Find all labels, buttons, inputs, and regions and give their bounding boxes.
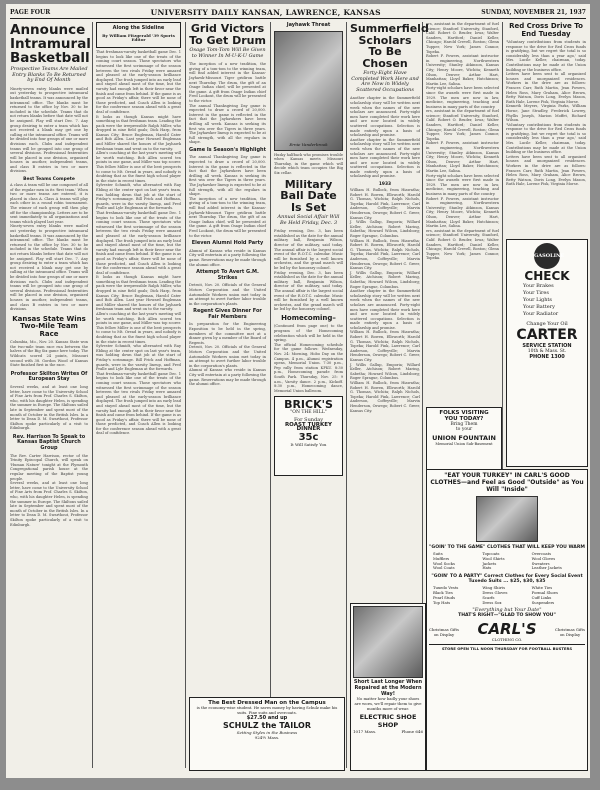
column-rule — [270, 22, 271, 768]
clothing-item: Wool Coats — [433, 565, 455, 571]
bricks-note: It Will Satisfy You — [290, 441, 327, 447]
article-body: Forty-eight scholars have been selected since the awards were first made in 1929. The men are now in law, medicine, engineering, teaching and business in many parts of the country. — [426, 173, 499, 196]
article-body: The inception of a new tradition, the giving of a tom-tom to the winning team, will find added interest in the Kansas-Jayhawk-Missouri Tiger gridiron battle next Thursday. The drum, the gift of an Osage Indian chief, will be presented at the game. A gift from Osage Indian chief Fred Lookout, the drum will be presented to the victor. — [189, 62, 266, 103]
schulz-name: SCHULZ the TAILOR — [222, 721, 311, 731]
check-item: Your Tires — [523, 290, 549, 296]
bricks-ad — [274, 396, 343, 476]
shoe-name: ELECTRIC SHOE SHOP — [359, 713, 417, 730]
shoe-title: Short Last Longer When Repaired at the Modern Way! — [353, 679, 423, 697]
carls-bottom-note: STORE OPEN TILL NOON THURSDAY FOR FOOTBALL BUSTERS — [429, 644, 585, 651]
homecoming-schedule: The official Homecoming schedule for the game follows: Wednesday, Nov. 24: Morning, Hobo Day on the Campus. 4 p.m., Alumni registration opens, Memorial Union. 7:30 p.m., Pep rally from station KFKU. 8:30 p.m., Homecoming parade from South Park. Thursday, Nov. 25: 9 a.m., Varsity dance. 2 p.m., Kickoff. 8:30 p.m., Homecoming dance, Memorial Union ballroom. — [274, 342, 343, 393]
headline-homecoming: Homecoming– — [281, 313, 336, 322]
clothing-item: Topcoats — [482, 551, 500, 556]
article-body: J. Willis Gallup, Emporia; Willard Keller, Atchison; Robert Maring, Sabetha; Howard Wilcox, Lindsborg; Roger Sprague, Columbus. — [350, 362, 420, 381]
article-body: Kenneth Meyers, Virginia Parks, William Horne, Jane Stradley, Frederick Lowrey, Phyllis Joseph, Marion Moffet, Richard Wilson. — [506, 104, 586, 123]
article-body: A class A team will be one composed of all of the regular men in its 'first team.' When two or more teams are entered, it is placed in class A. Class A teams will play each other in a round robin tournament. The winner of each group will then play off for the championship. Letters are to be sent immediately to all organizations and teams which played last year. — [10, 183, 88, 224]
schulz-body: is the economy-wise student. He saves money by having Schulz make his suits. Fine suits and overcoats. — [196, 705, 338, 715]
article-body: Another chapter in the Summerfield scholarship story will be written next week when the names of the new scholars are announced. Forty-eight men have completed their work here and are now located in widely scattered occupations. Selection is made entirely upon a basis of scholarship and promise. — [350, 137, 420, 179]
article-body: Detroit, Nov. 20. Officials of the General Motors Corporation and the United Automobile Workers union met today in an attempt to avert further labor trouble in the corporation's plants. — [189, 283, 266, 306]
carls-logo-row — [429, 621, 585, 642]
headline-skilton: Professor Skilton Writes Of European Stay — [10, 370, 88, 383]
article-body: Forty-eight scholars have been selected since the awards were first made in 1929. The men are now in law, medicine, engineering, teaching and business in many parts of the country. — [426, 86, 499, 109]
photo-caption-body: Husky halfback who promises trouble when Kansas meets Missouri Thursday, in the game which will decide which team occupies the Big Six cellar. — [274, 152, 343, 175]
schulz-price: $27.50 and up — [246, 715, 288, 722]
article-body: Sylvester Schmidt, who alternated with Ray Ebling at the center spot on last year's team, was holding down that job at the start of Friday's scrimmage. Bill Frick and Hoffman, guards, were in the varsity lineup, and Fred Pralle and Lyle Engleman at the forwards. — [96, 344, 181, 372]
article-body: Detroit, Nov. 20. Officials of the General Motors Corporation and the United Automobile Workers union met today in an attempt to avert further labor trouble in the corporation's plants. — [189, 345, 266, 368]
headline-grid-victors: Grid Victors To Get Drum — [189, 22, 266, 47]
article-body: The annual Thanksgiving Day game is expected to draw a crowd of 20,000. Interest in the game is reflected in the fact that the Jayhawkers have been drilling all week. Kansas is seeking its first win over the Tigers in three years. The Jayhawker lineup is expected to be at full strength, with all the regulars in shape. — [189, 103, 266, 145]
carter-name: CARTER — [516, 327, 578, 343]
column-3 — [189, 22, 266, 772]
carls-section1: "GOIN' TO THE GAME" CLOTHES THAT WILL KEEP YOU WARM — [429, 545, 585, 550]
tuxedo-prices: Tuxedo Suits ... $25, $30, $35 — [468, 579, 546, 585]
column-6 — [426, 22, 499, 414]
article-body: 'Voluntary contributions from students in response to the drive for Red Cross funds is gratifying, but we regret the total is so considerably less than a year ago,' said Mrs. Lucile Keller, chairman, today. Contributions may be made at the Union building or the business office. — [506, 122, 586, 155]
clothing-item: Wool Gloves — [531, 555, 556, 561]
carter-phone: PHONE 1300 — [529, 354, 565, 360]
deck-summerfield: Forty-Eight Have Completed Work Here and Are Now in Widely Scattered Occupations — [351, 70, 419, 93]
article-body: Robert F. Powers, assistant instructor in engineering, Northwestern University; Stanley Atkinson, Kansas City; Henry Moore, Wichita; Kenneth Olson, Denver; Arthur Hart, Manhattan; Lloyd Baker, Hutchinson; Martin Lee, Salina. — [426, 141, 499, 173]
bricks-price: 35c — [298, 431, 319, 443]
article-body: Robert F. Powers, assistant instructor in engineering, Northwestern University; Stanley Atkinson, Kansas City; Henry Moore, Wichita; Kenneth Olson, Denver; Arthur Hart, Manhattan; Lloyd Baker, Hutchinson; Martin Lee, Salina. — [426, 196, 499, 229]
formal-item: Formal Shoes — [531, 589, 558, 595]
carter-address: 10th & Mass. St. — [527, 349, 567, 354]
clothing-item: Hats — [482, 565, 492, 571]
article-body: Allen's coaching at the last year's meeting will be worth watching. Bob Allen scored ten points in one game, and Miller was top scorer. This fellow Miller is one of the best prospects to come to Mt. Oread in years, and nobody is doubting that as the finest high school player in the state in recent times. — [96, 151, 181, 183]
formal-item: Dress Gloves — [482, 589, 508, 595]
turkey-illustration — [476, 496, 538, 542]
headline-regent-dinner: Regent Gives Dinner For Fair Members — [193, 308, 262, 320]
column-rule — [185, 22, 186, 768]
column-rule — [92, 22, 93, 768]
union-fountain-ad — [426, 407, 502, 471]
carls-logo-text: CARL'S — [477, 620, 537, 639]
page-number: PAGE FOUR — [10, 8, 51, 16]
carter-cta: Change Your Oil — [526, 321, 568, 327]
headline-harrison: Rev. Harrison To Speak to Kansas Baptist Church Group — [12, 433, 86, 452]
column-rule — [346, 22, 347, 768]
schulz-address: 924½ Mass. — [254, 735, 280, 741]
check-item: Your Lights — [523, 297, 552, 303]
formal-item: Black Ties — [433, 589, 453, 595]
column-7 — [506, 22, 586, 240]
article-body: (Continued from page one) to the program of the Homecoming celebration which will be held in the spring. — [274, 324, 343, 343]
formal-item: Dress Sox — [482, 599, 502, 605]
sideline-box — [96, 22, 181, 48]
article-body: William H. Bullock, from Hiawatha; Robert H. Bowen, Ellsworth; Harold G. Thomas, Wichita; Ralph Nichols, Topeka; Harold Fink, Lawrence; Carl Anderson, Coffeyville; Marvin Henderson, Oswego; Robert C. Greer, Kansas City. — [350, 330, 420, 363]
article-body: William H. Bullock, from Hiawatha; Robert H. Bowen, Ellsworth; Harold G. Thomas, Wichita; Ralph Nichols, Topeka; Harold Fink, Lawrence; Carl Anderson, Coffeyville; Marvin Henderson, Oswego; Robert C. Greer, Kansas City. — [350, 381, 420, 413]
article-body: That freshman-varsity basketball game Dec. 1 begins to look like one of the treats of the coming court season. Those spectators who witnessed the first scrimmage of the season between the two rivals Friday were amazed and pleased at the early-season brilliance displayed. The frosh jumped into an early lead and stayed ahead most of the time, but the varsity had enough left in their favor near the finish and came from behind. If the game is as good as Friday's affair, there will be none of those predicted, and Coach Allen is looking for the conference season ahead with a great deal of confidence. — [96, 50, 181, 114]
photo-caption: Ernie Vanderbrook — [289, 142, 328, 147]
carls-logo-sub: CLOTHING CO. — [491, 637, 523, 643]
carls-headline: "EAT YOUR TURKEY" IN CARL'S GOOD CLOTHES—and Feel as Good "Outside" as You Will "Inside" — [430, 472, 584, 493]
football-player-photo — [274, 31, 343, 151]
fountain-address: Memorial Union Sub-Basement — [435, 442, 493, 446]
article-body: That freshman-varsity basketball game Dec. 1 begins to look like one of the treats of the coming court season. Those spectators who witnessed the first scrimmage of the season between the two rivals Friday were amazed and pleased at the early-season brilliance displayed. The frosh jumped into an early lead and stayed ahead most of the time, but the varsity had enough left in their favor near the finish and came from behind. If the game is as good as Friday's affair, there will be none of those predicted, and Coach Allen is looking for the conference season ahead with a great deal of confidence. — [96, 210, 181, 275]
schulz-title: The Best Dressed Man on the Campus — [208, 700, 326, 706]
clothing-item: Sweaters — [531, 560, 550, 566]
column-title-sideline: Along the Sideline — [112, 25, 165, 31]
column-2 — [96, 22, 181, 772]
carls-clothing-ad — [426, 469, 588, 771]
bricks-line1: For Sunday — [293, 416, 324, 423]
masthead — [10, 6, 586, 19]
schulz-tailor-ad — [189, 697, 345, 771]
column-1 — [10, 22, 91, 772]
formal-item: White Ties — [531, 585, 553, 591]
article-body: 'Voluntary contributions from students in response to the drive for Red Cross funds is gratifying, but we regret the total is so considerably less than a year ago,' said Mrs. Lucile Keller, chairman, today. Contributions may be made at the Union building or the business office. — [506, 40, 586, 72]
byline: By William Fitzgerald '39 Sports Editor — [102, 32, 175, 43]
headline-season-highlight: Game Is Season's Highlight — [189, 146, 266, 153]
shoe-body: No matter how badly your shoes are worn, we'll repair them to give months more of wear. — [354, 696, 422, 711]
article-body: William H. Bullock, from Hiawatha; Robert H. Bowen, Ellsworth; Harold G. Thomas, Wichita; Ralph Nichols, Topeka; Harold Fink, Lawrence; Carl Anderson, Coffeyville; Marvin Henderson, Oswego; Robert C. Greer, Kansas City. — [350, 238, 420, 271]
article-body: J. Willis Gallup, Emporia; Willard Keller, Atchison; Robert Maring, Sabetha; Howard Wilcox, Lindsborg; Roger Sprague, Columbus. — [350, 220, 420, 238]
article-body: ers, assistant in the department of fuel science; Stanford University, Stanford, Calif. Robert O. Bruder, Iowa; Walter Sanders, Hartford; Daniel Keller, Chicago; Harold Crevell, Boston; Glenn Tupper, New York; James Connor, Topeka. — [426, 228, 499, 261]
article-body: It looks as though Kansas might have something in that freshman team. Leading the pack were the irrepressible Ralph Miller, who dropped in nine field goals; Dick Harp, from Kansas City; Bruce Engleman, Harold Cater and Bob Allen. Last year Howard Engleman and Miller shared the honors of the Jayhawk freshman team and went on to the varsity. — [96, 275, 181, 312]
shoe-contact — [353, 729, 423, 734]
article-body: Columbia, Mo., Nov. 20. Kansas State won the two-mile team race run between the halves of the Big Six game here today. The Wildcats scored 24 points, Missouri second with 38. Gordon Wood of Kansas State finished first in the race. — [10, 340, 88, 368]
clothing-item: Jackets — [482, 560, 497, 566]
headline-intramural: Announce Intramural Basketball — [10, 22, 91, 66]
deck-grid-victors: Osage Tom-Tom Will Be Given to Winner In M-U-K-U Game — [189, 47, 266, 59]
newspaper-page — [6, 4, 590, 778]
article-body: Sylvester Schmidt, who alternated with Ray Ebling at the center spot on last year's team, was holding down that job at the start of Friday's scrimmage. Bill Frick and Hoffman, guards, were in the varsity lineup, and Fred Pralle and Lyle Engleman at the forwards. — [96, 183, 181, 211]
formal-item: Top Hats — [433, 599, 451, 605]
article-body: In preparation for the Engineering Exposition to be held in the spring, members of the committee met at a dinner given by a member of the Board of Regents. — [189, 322, 266, 345]
fountain-name: UNION FOUNTAIN — [432, 434, 496, 442]
paper-name: UNIVERSITY DAILY KANSAN, LAWRENCE, KANSAS — [150, 7, 381, 17]
article-body: The inception of a new tradition, the giving of a tom-tom to the winning team, will find added interest in the Kansas-Jayhawk-Missouri Tiger gridiron battle next Thursday. The drum, the gift of an Osage Indian chief, will be presented at the game. A gift from Osage Indian chief Fred Lookout, the drum will be presented to the victor. — [189, 196, 266, 238]
carter-service: SERVICE STATION — [522, 343, 572, 349]
article-body: Ninety-seven entry blanks were mailed out yesterday to prospective intramural basketball teams. It was announced by the intramural office. The blanks must be returned to the office by Nov. 30 to be included in the schedule. Teams that do not return blanks before that date will not be assigned. Play will start Dec. 7. Any group desiring to enter a team which has not received a blank may get one by calling at the intramural office. Teams will be divided into four groups of one or more divisions each. Clubs and independent teams will be grouped into one group of several divisions. Professional fraternities will be placed in one division, organized houses in another, independent teams, and class B entries in two or more divisions. — [10, 86, 88, 174]
article-body: Letters have been sent to all organized houses and unorganized residences. Workers in the drive are as follows: Frances Carr, Ruth Martin, Jean Powers, Helen Ross, Mary Graham, Alice Brown, Betty Watson, Doris Long, Evelyn Mason, Ruth Hale, Lorene Fisk, Virginia Morse. — [506, 72, 586, 104]
fountain-line1: FOLKS VISITING — [439, 410, 489, 416]
carls-logo — [477, 621, 536, 642]
photo-title: Jayhawk Threat — [286, 22, 331, 28]
year-subhead: 1933 — [378, 182, 392, 188]
article-body: Friday evening, Dec. 3, has been established as the date for the annual military ball, Benjamin Wilson, director of the military, said today. The annual affair is the largest social event of the R.O.T.C. calendar. Music will be furnished by a well known orchestra, and the grand march will be led by the honorary colonel. — [274, 229, 343, 270]
article-body: Letters have been sent to all organized houses and unorganized residences. Workers in the drive are as follows: Frances Carr, Ruth Martin, Jean Powers, Helen Ross, Mary Graham, Alice Brown, Betty Watson, Doris Long, Evelyn Mason, Ruth Hale, Lorene Fisk, Virginia Morse. — [506, 154, 586, 187]
column-5 — [350, 22, 429, 592]
clothing-item: Overcoats — [531, 551, 552, 556]
clothing-item: Wool Shirts — [482, 555, 505, 561]
bricks-sub: "ON THE HILL" — [290, 410, 327, 416]
clothing-item: Mufflers — [433, 555, 450, 561]
carls-tagline: "Everything but Your Date" — [472, 607, 542, 614]
clothing-item: Wool Socks — [433, 560, 455, 566]
clothing-item: Suits — [433, 551, 443, 556]
headline-alumni-party: Eleven Alumni Hold Party — [191, 240, 264, 247]
carls-footer: THAT'S RIGHT—"GLAD TO SHOW YOU" — [458, 613, 556, 619]
electric-shoe-shop-ad — [350, 603, 426, 771]
check-item: Your Radiator — [523, 311, 559, 317]
article-body: Robert F. Powers, assistant instructor in engineering, Northwestern University; Stanley Atkinson, Kansas City; Henry Moore, Wichita; Kenneth Olson, Denver; Arthur Hart, Manhattan; Lloyd Baker, Hutchinson; Martin Lee, Salina. — [426, 54, 499, 86]
headline-summerfield: Summerfield Scholars To Be Chosen — [350, 22, 429, 70]
shoe-phone: Phone 646 — [401, 729, 423, 735]
formal-item: Wing Shirts — [482, 585, 506, 591]
article-body: Alumni of Kansas who reside in Kansas City will entertain at a party following the game. Reservations may be made through the alumni office. — [189, 368, 266, 387]
warm-clothes-list — [433, 552, 581, 571]
deck-intramural: Prospective Teams Are Mailed Entry Blanks To Be Returned by End Of Month — [10, 66, 88, 84]
article-body: Several weeks, and at least one long letter, have come to the University School of Fine Arts from Prof. Charles S. Skilton, who, with his daughter Helen, is spending the summer in Europe. The Skiltons sailed late in September and spent most of the month of October in the British Isles. In a letter to Dean D. M. Swarthout, Professor Skilton spoke particularly of a visit to Edinburgh. — [10, 481, 88, 527]
headline-gm-strikes: Attempt To Avert G.M. Strikes — [196, 269, 259, 281]
article-body: The annual Thanksgiving Day game is expected to draw a crowd of 20,000. Interest in the game is reflected in the fact that the Jayhawkers have been drilling all week. Kansas is seeking its first win over the Tigers in three years. The Jayhawker lineup is expected to be at full strength, with all the regulars in shape. — [189, 155, 266, 197]
fountain-line2: YOU TODAY? — [444, 416, 484, 422]
shoe-address: 1017 Mass. — [353, 729, 377, 735]
fountain-line4: to your — [455, 427, 473, 432]
article-body: Ninety-seven entry blanks were mailed out yesterday to prospective intramural basketball teams. It was announced by the intramural office. The blanks must be returned to the office by Nov. 30 to be included in the schedule. Teams that do not return blanks before that date will not be assigned. Play will start Dec. 7. Any group desiring to enter a team which has not received a blank may get one by calling at the intramural office. Teams will be divided into four groups of one or more divisions each. Clubs and independent teams will be grouped into one group of several divisions. Professional fraternities will be placed in one division, organized houses in another, independent teams, and class B entries in two or more divisions. — [10, 224, 88, 312]
schulz-slogan: Setting Styles in the Business — [236, 730, 298, 736]
article-body: It looks as though Kansas might have something in that freshman team. Leading the pack were the irrepressible Ralph Miller, who dropped in nine field goals; Dick Harp, from Kansas City; Bruce Engleman, Harold Cater and Bob Allen. Last year Howard Engleman and Miller shared the honors of the Jayhawk freshman team and went on to the varsity. — [96, 114, 181, 151]
gifts-note-left: Christmas Gifts on Display — [429, 626, 460, 637]
article-body: J. Willis Gallup, Emporia; Willard Keller, Atchison; Robert Maring, Sabetha; Howard Wilcox, Lindsborg; Roger Sprague, Columbus. — [350, 270, 420, 289]
fountain-line3: Bring Them — [450, 422, 478, 427]
deck-military-ball: Annual Social Affair Will Be Held Friday, Dec. 3 — [277, 214, 340, 226]
formal-item: Tuxedo Vests — [433, 585, 459, 591]
article-body: Another chapter in the Summerfield scholarship story will be written next week when the names of the new scholars are announced. Forty-eight men have completed their work here and are now located in widely scattered occupations. Selection is made entirely upon a basis of scholarship and promise. — [350, 96, 420, 138]
carter-check: CHECK — [524, 269, 570, 283]
carter-service-ad — [506, 239, 588, 467]
check-item: Your Battery — [523, 304, 555, 310]
article-body: ers, assistant in the department of fuel science; Stanford University, Stanford, Calif. Robert O. Bruder, Iowa; Walter Sanders, Hartford; Daniel Keller, Chicago; Harold Crevell, Boston; Glenn Tupper, New York; James Connor, Topeka. — [426, 22, 499, 54]
formal-wear-list — [433, 586, 581, 605]
gifts-note-right: Christmas Gifts on Display — [555, 626, 586, 637]
article-body: ers, assistant in the department of fuel science; Stanford University, Stanford, Calif. Robert O. Bruder, Iowa; Walter Sanders, Hartford; Daniel Keller, Chicago; Harold Crevell, Boston; Glenn Tupper, New York; James Connor, Topeka. — [426, 109, 499, 141]
headline-red-cross: Red Cross Drive To End Tuesday — [509, 22, 583, 38]
bricks-line2: ROAST TURKEY — [284, 421, 333, 428]
shoe-illustration — [353, 606, 423, 678]
formal-item: Pearl Studs — [433, 594, 456, 600]
clothing-item: Leather Jackets — [531, 565, 562, 571]
article-body: Alumni of Kansas who reside in Kansas City will entertain at a party following the game. Reservations may be made through the alumni office. — [189, 248, 266, 267]
bricks-line3: DINNER — [296, 426, 321, 433]
check-item: Your Brakes — [523, 283, 554, 289]
subhead: Best Teams Compete — [23, 177, 75, 183]
formal-item: Scarfs — [482, 594, 495, 600]
article-body: That freshman-varsity basketball game Dec. 1 begins to look like one of the treats of the coming court season. Those spectators who witnessed the first scrimmage of the season between the two rivals Friday were amazed and pleased at the early-season brilliance displayed. The frosh jumped into an early lead and stayed ahead most of the time, but the varsity had enough left in their favor near the finish and came from behind. If the game is as good as Friday's affair, there will be none of those predicted, and Coach Allen is looking for the conference season ahead with a great deal of confidence. — [96, 371, 181, 436]
issue-date: SUNDAY, NOVEMBER 21, 1937 — [481, 8, 586, 16]
article-body: Friday evening, Dec. 3, has been established as the date for the annual military ball, Benjamin Wilson, director of the military, said today. The annual affair is the largest social event of the R.O.T.C. calendar. Music will be furnished by a well known orchestra, and the grand march will be led by the honorary colonel. — [274, 270, 343, 312]
article-body: Several weeks, and at least one long letter, have come to the University School of Fine Arts from Prof. Charles S. Skilton, who, with his daughter Helen, is spending the summer in Europe. The Skiltons sailed late in September and spent most of the month of October in the British Isles. In a letter to Dean D. M. Swarthout, Professor Skilton spoke particularly of a visit to Edinburgh. — [10, 384, 88, 431]
article-body: Allen's coaching at the last year's meeting will be worth watching. Bob Allen scored ten points in one game, and Miller was top scorer. This fellow Miller is one of the best prospects to come to Mt. Oread in years, and nobody is doubting that as the finest high school player in the state in recent times. — [96, 312, 181, 344]
carls-section2: "GOIN' TO A PARTY" Correct Clothes for Every Social Event — [431, 574, 583, 580]
column-4 — [274, 22, 343, 772]
article-body: The Rev. Carter Harrison, rector of the Trinity Episcopal Church, will speak on 'Human Nature' tonight at the Plymouth Congregational parish house at the regular meeting of the Baptist young people. — [10, 453, 88, 481]
gasoline-emblem: GASOLINE — [534, 243, 560, 269]
article-body: Another chapter in the Summerfield scholarship story will be written next week when the names of the new scholars are announced. Forty-eight men have completed their work here and are now located in widely scattered occupations. Selection is made entirely upon a basis of scholarship and promise. — [350, 289, 420, 330]
headline-kansas-state: Kansas State Wins Two-Mile Team Race — [12, 314, 86, 338]
headline-military-ball: Military Ball Date Is Set — [280, 177, 337, 214]
article-body: William H. Bullock, from Hiawatha; Robert H. Bowen, Ellsworth; Harold G. Thomas, Wichita; Ralph Nichols, Topeka; Harold Fink, Lawrence; Carl Anderson, Coffeyville; Marvin Henderson, Oswego; Robert C. Greer, Kansas City. — [350, 188, 420, 220]
formal-item: Suspenders — [531, 599, 555, 605]
formal-item: Cuff Links — [531, 594, 552, 600]
bricks-name: BRICK'S — [284, 398, 333, 412]
